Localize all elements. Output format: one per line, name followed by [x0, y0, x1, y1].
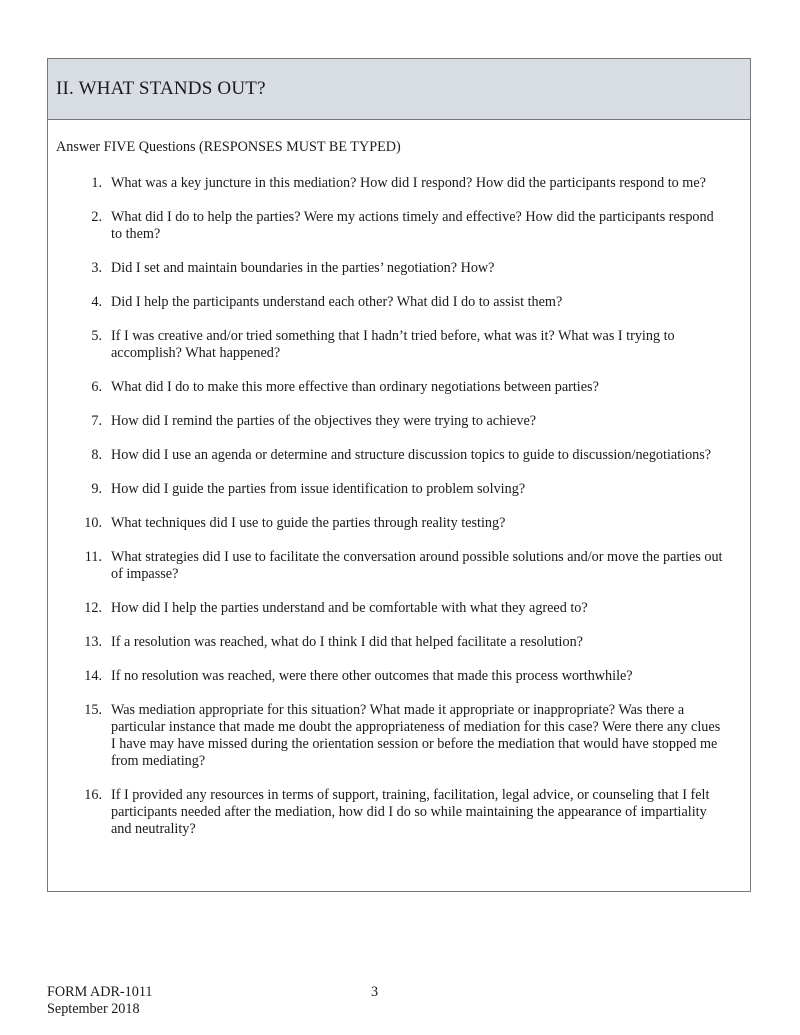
question-item: [48, 668, 728, 685]
question-number: 11.: [84, 549, 102, 565]
question-text: What did I do to help the parties? Were my actions timely and effective? How did the participants respond to them?: [111, 209, 714, 242]
question-text: Did I set and maintain boundaries in the parties’ negotiation? How?: [111, 260, 495, 276]
question-item: [48, 294, 728, 311]
question-text: If no resolution was reached, were there other outcomes that made this process worthwhile?: [111, 668, 633, 684]
question-item: [48, 447, 728, 464]
instruction-text: Answer FIVE Questions (RESPONSES MUST BE TYPED): [56, 139, 401, 155]
question-item: [48, 549, 728, 583]
question-text: If I provided any resources in terms of support, training, facilitation, legal advice, or counseling that I felt participants needed after the mediation, how did I do so while maintaining the appearance of impartiality and neutrality?: [111, 787, 710, 837]
page-number: 3: [371, 984, 379, 1000]
question-text: What strategies did I use to facilitate the conversation around possible solutions and/or move the parties out of impasse?: [111, 549, 723, 582]
question-item: [48, 209, 728, 243]
question-item: [48, 600, 728, 617]
form-date: September 2018: [47, 1001, 140, 1017]
question-number: 16.: [84, 787, 102, 803]
question-number: 8.: [91, 447, 102, 463]
question-text: If a resolution was reached, what do I think I did that helped facilitate a resolution?: [111, 634, 583, 650]
question-text: Was mediation appropriate for this situation? What made it appropriate or inappropriate? Was there a particular instance that made me doubt the appropriateness of mediation for this case? Were there any clues I have may have missed during the orientation session or before the mediation that would have stopped me from mediating?: [111, 702, 721, 769]
question-number: 15.: [84, 702, 102, 718]
question-number: 6.: [91, 379, 102, 395]
form-number: FORM ADR-1011: [47, 984, 153, 1000]
question-item: [48, 634, 728, 651]
question-number: 9.: [91, 481, 102, 497]
section-box: [47, 58, 751, 892]
question-text: If I was creative and/or tried something that I hadn’t tried before, what was it? What was I trying to accomplish? What happened?: [111, 328, 675, 361]
footer: [47, 984, 153, 1018]
question-number: 7.: [91, 413, 102, 429]
question-number: 4.: [91, 294, 102, 310]
question-item: [48, 413, 728, 430]
question-text: What techniques did I use to guide the parties through reality testing?: [111, 515, 506, 531]
question-text: How did I help the parties understand and be comfortable with what they agreed to?: [111, 600, 588, 616]
question-item: [48, 481, 728, 498]
question-number: 3.: [91, 260, 102, 276]
question-number: 1.: [91, 175, 102, 191]
question-number: 13.: [84, 634, 102, 650]
question-text: What was a key juncture in this mediation? How did I respond? How did the participants respond to me?: [111, 175, 706, 191]
question-item: [48, 379, 728, 396]
question-item: [48, 260, 728, 277]
question-item: [48, 328, 728, 362]
question-text: How did I remind the parties of the objectives they were trying to achieve?: [111, 413, 537, 429]
question-number: 12.: [84, 600, 102, 616]
question-text: What did I do to make this more effective than ordinary negotiations between parties?: [111, 379, 599, 395]
question-text: Did I help the participants understand each other? What did I do to assist them?: [111, 294, 563, 310]
question-item: [48, 702, 728, 770]
question-number: 5.: [91, 328, 102, 344]
question-list: [48, 175, 728, 855]
question-item: [48, 515, 728, 532]
question-text: How did I use an agenda or determine and structure discussion topics to guide to discussion/negotiations?: [111, 447, 712, 463]
question-item: [48, 787, 728, 838]
question-item: [48, 175, 728, 192]
section-title: II. WHAT STANDS OUT?: [48, 59, 750, 120]
question-number: 2.: [91, 209, 102, 225]
question-number: 14.: [84, 668, 102, 684]
question-text: How did I guide the parties from issue identification to problem solving?: [111, 481, 526, 497]
question-number: 10.: [84, 515, 102, 531]
